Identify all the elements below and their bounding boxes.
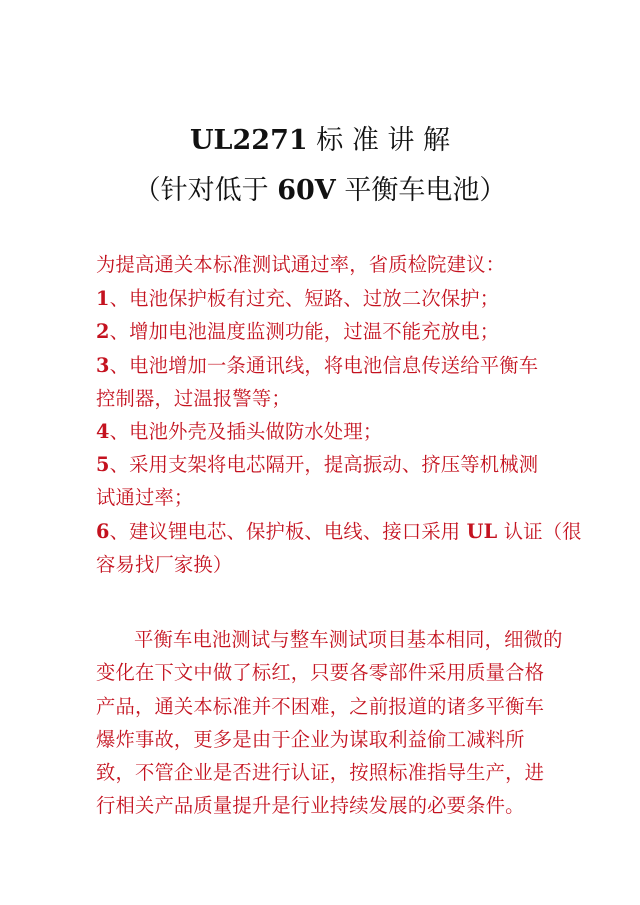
ul-mark: UL: [466, 520, 498, 543]
paragraph-line: 行相关产品质量提升是行业持续发展的必要条件。: [96, 794, 525, 817]
suggestion-text: 、增加电池温度监测功能，过温不能充放电；: [109, 320, 500, 343]
suggestion-number: 4: [96, 420, 110, 443]
suggestion-6: [96, 520, 582, 544]
suggestion-text: 认证（很: [497, 520, 582, 543]
paragraph-line: 平衡车电池测试与整车测试项目基本相同，细微的: [134, 628, 563, 651]
subtitle-open: （针对低于: [133, 175, 278, 206]
suggestion-6-cont: 容易找厂家换）: [96, 553, 233, 576]
document-title: [0, 118, 640, 157]
title-text: 标 准 讲 解: [307, 125, 451, 156]
suggestion-3: [96, 354, 556, 378]
suggestion-3-cont: 控制器，过温报警等；: [96, 387, 291, 410]
suggestion-number: 3: [96, 354, 110, 377]
suggestion-1: [96, 287, 556, 311]
suggestion-number: 5: [96, 453, 110, 476]
paragraph-line: 产品，通关本标准并不困难，之前报道的诸多平衡车: [96, 695, 545, 718]
paragraph-line: 爆炸事故，更多是由于企业为谋取利益偷工减料所: [96, 728, 525, 751]
paragraph-line: 致，不管企业是否进行认证，按照标准指导生产，进: [96, 761, 545, 784]
suggestion-text: 、建议锂电芯、保护板、电线、接口采用: [109, 520, 467, 543]
suggestion-5: [96, 453, 556, 477]
intro-line: 为提高通关本标准测试通过率，省质检院建议：: [96, 253, 506, 276]
suggestion-text: 、电池保护板有过充、短路、过放二次保护；: [109, 287, 500, 310]
suggestion-text: 、采用支架将电芯隔开，提高振动、挤压等机械测: [109, 453, 539, 476]
suggestion-number: 6: [96, 520, 110, 543]
suggestion-number: 1: [96, 287, 110, 310]
suggestion-4: [96, 420, 556, 444]
suggestion-text: 、电池外壳及插头做防水处理；: [109, 420, 383, 443]
subtitle-voltage: 60V: [277, 175, 336, 206]
paragraph-line: 变化在下文中做了标红，只要各零部件采用质量合格: [96, 661, 545, 684]
subtitle-rest: 平衡车电池）: [335, 175, 507, 206]
document-subtitle: [0, 168, 640, 207]
title-code: UL2271: [189, 125, 308, 156]
suggestion-5-cont: 试通过率；: [96, 486, 194, 509]
suggestion-2: [96, 320, 556, 344]
suggestion-number: 2: [96, 320, 110, 343]
suggestion-text: 、电池增加一条通讯线，将电池信息传送给平衡车: [109, 354, 539, 377]
